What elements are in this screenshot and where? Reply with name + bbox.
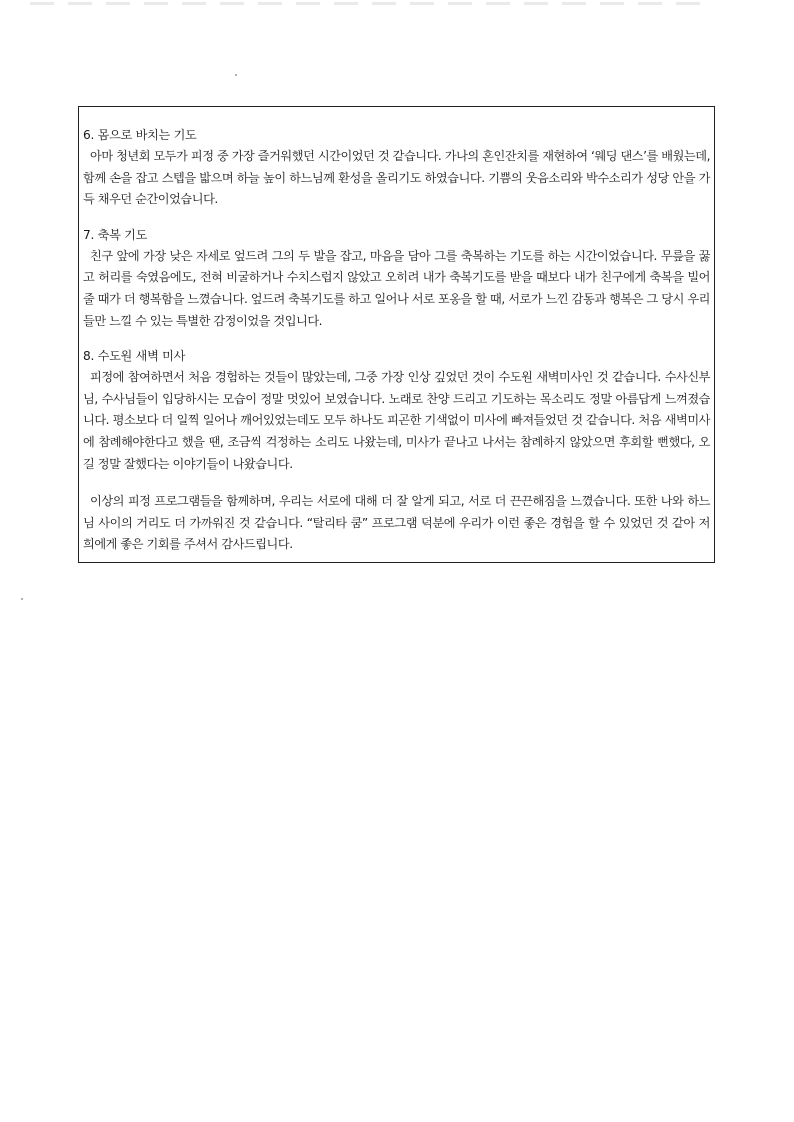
section-title: 6. 몸으로 바치는 기도 [83, 128, 197, 142]
closing-paragraph: 이상의 피정 프로그램들을 함께하며, 우리는 서로에 대해 더 잘 알게 되고, 서로 더 끈끈해짐을 느꼈습니다. 또한 나와 하느님 사이의 거리도 더 가까워진 것 같습니다. “탈리타 쿰” 프로그램 덕분에 우리가 이런 좋은 경험을 할 수 있었던 것 같아 저희에게 좋은 기회를 주셔서 감사드립니다. [83, 494, 710, 552]
section-title: 8. 수도원 새벽 미사 [83, 349, 186, 364]
section-spacer [83, 332, 710, 346]
section-blessing-prayer [83, 225, 710, 332]
section-spacer [83, 475, 710, 491]
scan-artifact-top-edge [30, 2, 710, 5]
section-text: 친구 앞에 가장 낮은 자세로 엎드려 그의 두 발을 잡고, 마음을 담아 그를 축복하는 기도를 하는 시간이었습니다. 무릎을 꿇고 허리를 숙였음에도, 전혀 비굴하거나 수치스럽지 않았고 오히려 내가 축복기도를 받을 때보다 내가 친구에게 축복을 빌어줄 때가 더 행복함을 느꼈습니다. 엎드려 축복기도를 하고 일어나 서로 포옹을 할 때, 서로가 느낀 감동과 행복은 그 당시 우리들만 느낄 수 있는 특별한 감정이었을 것입니다. [83, 248, 710, 328]
section-title: 7. 축복 기도 [83, 227, 148, 242]
section-text: 아마 청년회 모두가 피정 중 가장 즐거워했던 시간이었던 것 같습니다. 가나의 혼인잔치를 재현하여 ‘웨딩 댄스’를 배웠는데, 함께 손을 잡고 스텝을 밟으며 하늘 높이 하느님께 환성을 올리기도 하였습니다. 기쁨의 웃음소리와 박수소리가 성당 안을 가득 채우던 순간이었습니다. [83, 149, 710, 207]
scan-speck [21, 598, 23, 600]
section-body-prayer [83, 125, 710, 211]
section-dawn-mass [83, 346, 710, 475]
retreat-report-box [78, 106, 715, 563]
section-spacer [83, 211, 710, 225]
section-text: 피정에 참여하면서 처음 경험하는 것들이 많았는데, 그중 가장 인상 깊었던 것이 수도원 새벽미사인 것 같습니다. 수사신부님, 수사님들이 입당하시는 모습이 정말 멋있어 보였습니다. 노래로 찬양 드리고 기도하는 목소리도 정말 아름답게 느껴졌습니다. 평소보다 더 일찍 일어나 깨어있었는데도 모두 하나도 피곤한 기색없이 미사에 빠져들었던 것 같습니다. 처음 새벽미사에 참례해야한다고 했을 땐, 조금씩 걱정하는 소리도 나왔는데, 미사가 끝나고 나서는 참례하지 않았으면 후회할 뻔했다, 오길 정말 잘했다는 이야기들이 나왔습니다. [83, 370, 710, 471]
scan-speck [235, 74, 237, 76]
